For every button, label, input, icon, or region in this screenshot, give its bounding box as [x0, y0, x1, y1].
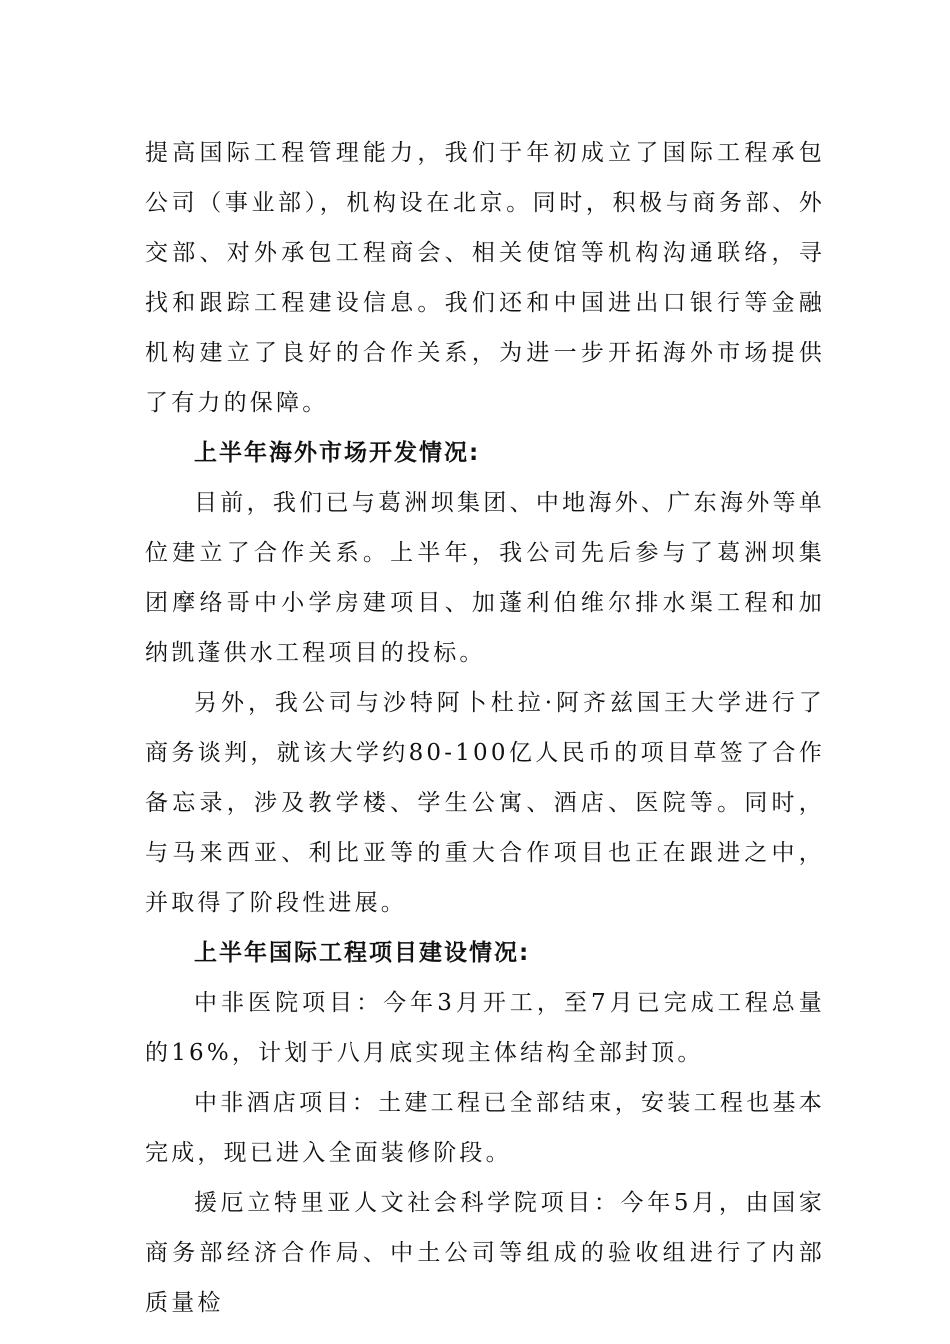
paragraph-management-capacity: 提高国际工程管理能力，我们于年初成立了国际工程承包公司（事业部），机构设在北京。同时，积极与商务部、外交部、对外承包工程商会、相关使馆等机构沟通联络，寻找和跟踪工程建设信息。我们还和中国进出口银行等金融机构建立了良好的合作关系，为进一步开拓海外市场提供了有力的保障。 — [145, 140, 825, 416]
document-body — [145, 128, 825, 1328]
paragraph-eritrea-project: 援厄立特里亚人文社会科学院项目：今年5月，由国家商务部经济合作局、中土公司等组成的验收组进行了内部质量检 — [145, 1190, 825, 1316]
paragraph-saudi-negotiation: 另外，我公司与沙特阿卜杜拉·阿齐兹国王大学进行了商务谈判，就该大学约80-100亿人民币的项目草签了合作备忘录，涉及教学楼、学生公寓、酒店、医院等。同时，与马来西亚、利比亚等的重大合作项目也正在跟进之中，并取得了阶段性进展。 — [145, 690, 825, 916]
heading-overseas-market: 上半年海外市场开发情况: — [194, 440, 481, 466]
heading-project-construction: 上半年国际工程项目建设情况: — [194, 940, 531, 966]
paragraph-hotel-project: 中非酒店项目：土建工程已全部结束，安装工程也基本完成，现已进入全面装修阶段。 — [145, 1090, 825, 1166]
paragraph-hospital-project: 中非医院项目：今年3月开工，至7月已完成工程总量的16%，计划于八月底实现主体结构全部封顶。 — [145, 990, 825, 1066]
paragraph-partnerships: 目前，我们已与葛洲坝集团、中地海外、广东海外等单位建立了合作关系。上半年，我公司先后参与了葛洲坝集团摩络哥中小学房建项目、加蓬利伯维尔排水渠工程和加纳凯蓬供水工程项目的投标。 — [145, 490, 825, 666]
